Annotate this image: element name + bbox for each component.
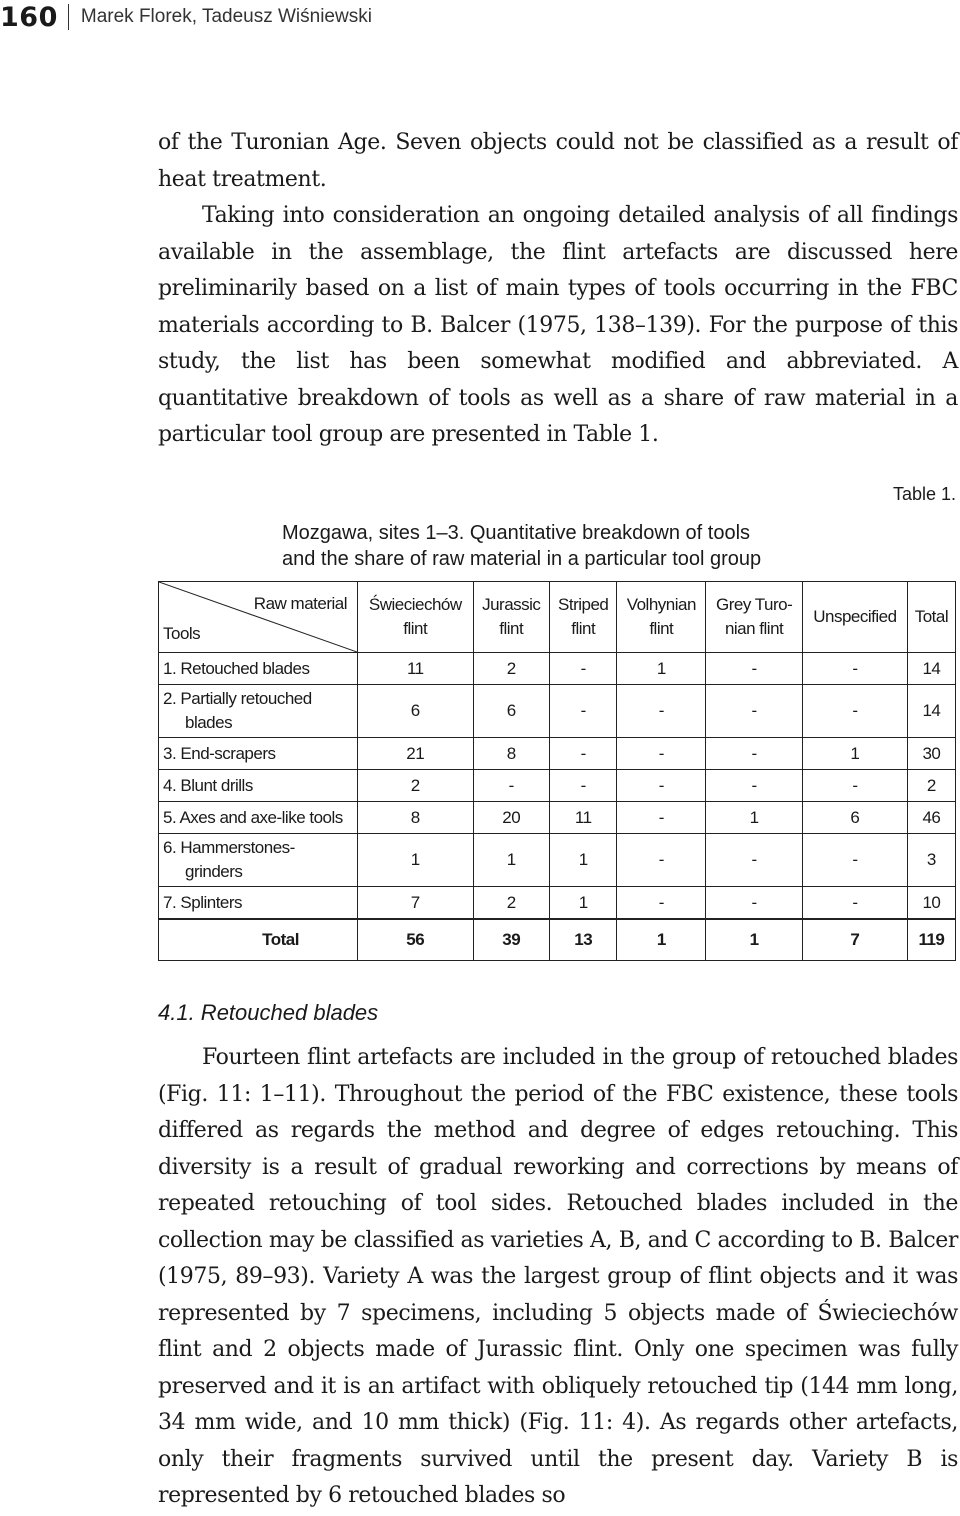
table-cell: 1 [473, 834, 549, 887]
table-row [159, 685, 956, 738]
col-header [473, 582, 549, 653]
table-cell: 6 [803, 802, 908, 834]
col-header-line2: flint [649, 619, 674, 638]
table-cell: - [617, 685, 706, 738]
total-label: Total [159, 919, 358, 961]
col-header-line2: flint [571, 619, 596, 638]
table-cell: 2 [473, 887, 549, 920]
table-cell: 14 [907, 685, 955, 738]
table-cell: 1 [617, 653, 706, 685]
table-cell: 14 [907, 653, 955, 685]
tool-name: 6. Hammerstones- [163, 838, 295, 857]
tool-name-cell [159, 653, 358, 685]
total-row [159, 919, 956, 961]
page-number: 160 [0, 1, 58, 33]
tool-name-continued: blades [185, 713, 233, 732]
table-cell: - [550, 770, 617, 802]
table-cell: 21 [358, 738, 474, 770]
tool-name: 3. End-scrapers [163, 743, 276, 763]
tool-name: 2. Partially retouched [163, 689, 312, 708]
table-cell: - [706, 887, 803, 920]
table-cell: - [706, 770, 803, 802]
table-cell: - [617, 738, 706, 770]
col-header-line2: flint [403, 619, 428, 638]
total-cell: 7 [803, 919, 908, 961]
table-row [159, 887, 956, 920]
corner-tools: Tools [163, 624, 201, 643]
tool-name: 1. Retouched blades [163, 658, 310, 678]
caption-line-2: and the share of raw material in a particular tool group [282, 548, 762, 570]
col-header [550, 582, 617, 653]
table-cell: 8 [358, 802, 474, 834]
table-cell: 6 [473, 685, 549, 738]
table-cell: 46 [907, 802, 955, 834]
tool-name: 7. Splinters [163, 892, 243, 912]
col-header-line1: Świeciechów [368, 595, 462, 614]
corner-raw-material: Raw material [253, 594, 347, 613]
table-cell: - [803, 887, 908, 920]
intro-paragraph-2: Taking into consideration an ongoing detailed analysis of all findings available in the assemblage, the flint artefacts are discussed here preliminarily based on a list of main types of tools occurring in the FBC materials according to B. Balcer (1975, 138–139). For the purpose of this study, the list has been somewhat modified and abbreviated. A quantitative breakdown of tools as well as a share of raw material in a particular tool group are presented in Table 1. [158, 203, 958, 447]
col-header-line1: Jurassic [482, 595, 541, 614]
table-cell: - [617, 834, 706, 887]
table-cell: - [803, 834, 908, 887]
table-body [159, 653, 956, 920]
table-cell: - [803, 685, 908, 738]
table-cell: - [617, 770, 706, 802]
tool-name-cell [159, 770, 358, 802]
tool-name: 4. Blunt drills [163, 775, 253, 795]
tool-name-continued: grinders [185, 862, 243, 881]
col-header [803, 582, 908, 653]
col-header [907, 582, 955, 653]
table-cell: 30 [907, 738, 955, 770]
tool-name-cell [159, 738, 358, 770]
table-row [159, 653, 956, 685]
table-cell: - [550, 653, 617, 685]
tool-name-cell [159, 834, 358, 887]
table-cell: 1 [550, 887, 617, 920]
table-label: Table 1. [892, 484, 956, 504]
table-cell: 11 [358, 653, 474, 685]
table-cell: 2 [358, 770, 474, 802]
col-header [617, 582, 706, 653]
total-cell: 56 [358, 919, 474, 961]
col-header-line1: Striped [558, 595, 609, 614]
table-cell: 11 [550, 802, 617, 834]
total-cell: 1 [617, 919, 706, 961]
col-header [358, 582, 474, 653]
table-cell: - [706, 834, 803, 887]
table-cell: - [473, 770, 549, 802]
tools-table [158, 581, 956, 961]
table-cell: 1 [803, 738, 908, 770]
table-cell: - [550, 738, 617, 770]
table-row [159, 834, 956, 887]
table-cell: 8 [473, 738, 549, 770]
table-cell: - [706, 738, 803, 770]
table-cell: - [706, 685, 803, 738]
page-header [0, 0, 960, 34]
table-cell: - [617, 802, 706, 834]
total-cell: 119 [907, 919, 955, 961]
table-cell: 1 [706, 802, 803, 834]
header-divider [68, 4, 69, 30]
running-head-authors: Marek Florek, Tadeusz Wiśniewski [80, 6, 372, 27]
table-cell: - [550, 685, 617, 738]
table-cell: - [617, 887, 706, 920]
tool-name-cell [159, 887, 358, 920]
table-cell: - [706, 653, 803, 685]
section-paragraph: Fourteen flint artefacts are included in the group of retouched blades (Fig. 11: 1–11). Throughout the period of the FBC existence, these tools differed as regards the method and degree of edges retouching. This diversity is a result of gradual reworking and corrections by means of repeated retouching of tool sides. Retouched blades included in the collection may be classified as varieties A, B, and C according to B. Balcer (1975, 89–93). Variety A was the largest group of flint objects and it was represented by 7 specimens, including 5 objects made of Świeciechów flint and 2 objects made of Jurassic flint. Only one specimen was fully preserved and it is an artifact with obliquely retouched tip (144 mm long, 34 mm wide, and 10 mm thick) (Fig. 11: 4). As regards other artefacts, only their fragments survived until the present day. Variety B is represented by 6 retouched blades so [158, 1045, 958, 1508]
col-header-line1: Unspecified [813, 607, 897, 626]
total-cell: 1 [706, 919, 803, 961]
col-header-line2: flint [499, 619, 524, 638]
section-heading: 4.1. Retouched blades [158, 1000, 379, 1025]
table-header-row [159, 582, 956, 653]
table-cell: 2 [907, 770, 955, 802]
corner-header [159, 582, 358, 653]
table-cell: 7 [358, 887, 474, 920]
table-cell: 20 [473, 802, 549, 834]
col-header-line1: Total [914, 607, 949, 626]
table-row [159, 770, 956, 802]
intro-paragraph-1: of the Turonian Age. Seven objects could not be classified as a result of heat treatment. [158, 130, 958, 192]
table-cell: 2 [473, 653, 549, 685]
table-cell: 10 [907, 887, 955, 920]
total-cell: 39 [473, 919, 549, 961]
col-header-line2: nian flint [724, 619, 784, 638]
tool-name-cell [159, 802, 358, 834]
table-caption [282, 520, 842, 572]
table-cell: 3 [907, 834, 955, 887]
col-header-line1: Volhynian [626, 595, 696, 614]
total-cell: 13 [550, 919, 617, 961]
col-header-line1: Grey Turo- [715, 595, 793, 614]
table-row [159, 738, 956, 770]
table-cell: 6 [358, 685, 474, 738]
caption-line-1: Mozgawa, sites 1–3. Quantitative breakdown of tools [282, 522, 751, 544]
col-header [706, 582, 803, 653]
tool-name: 5. Axes and axe-like tools [163, 807, 343, 827]
tool-name-cell [159, 685, 358, 738]
table-cell: 1 [550, 834, 617, 887]
table-cell: - [803, 770, 908, 802]
table-cell: 1 [358, 834, 474, 887]
table-row [159, 802, 956, 834]
table-cell: - [803, 653, 908, 685]
